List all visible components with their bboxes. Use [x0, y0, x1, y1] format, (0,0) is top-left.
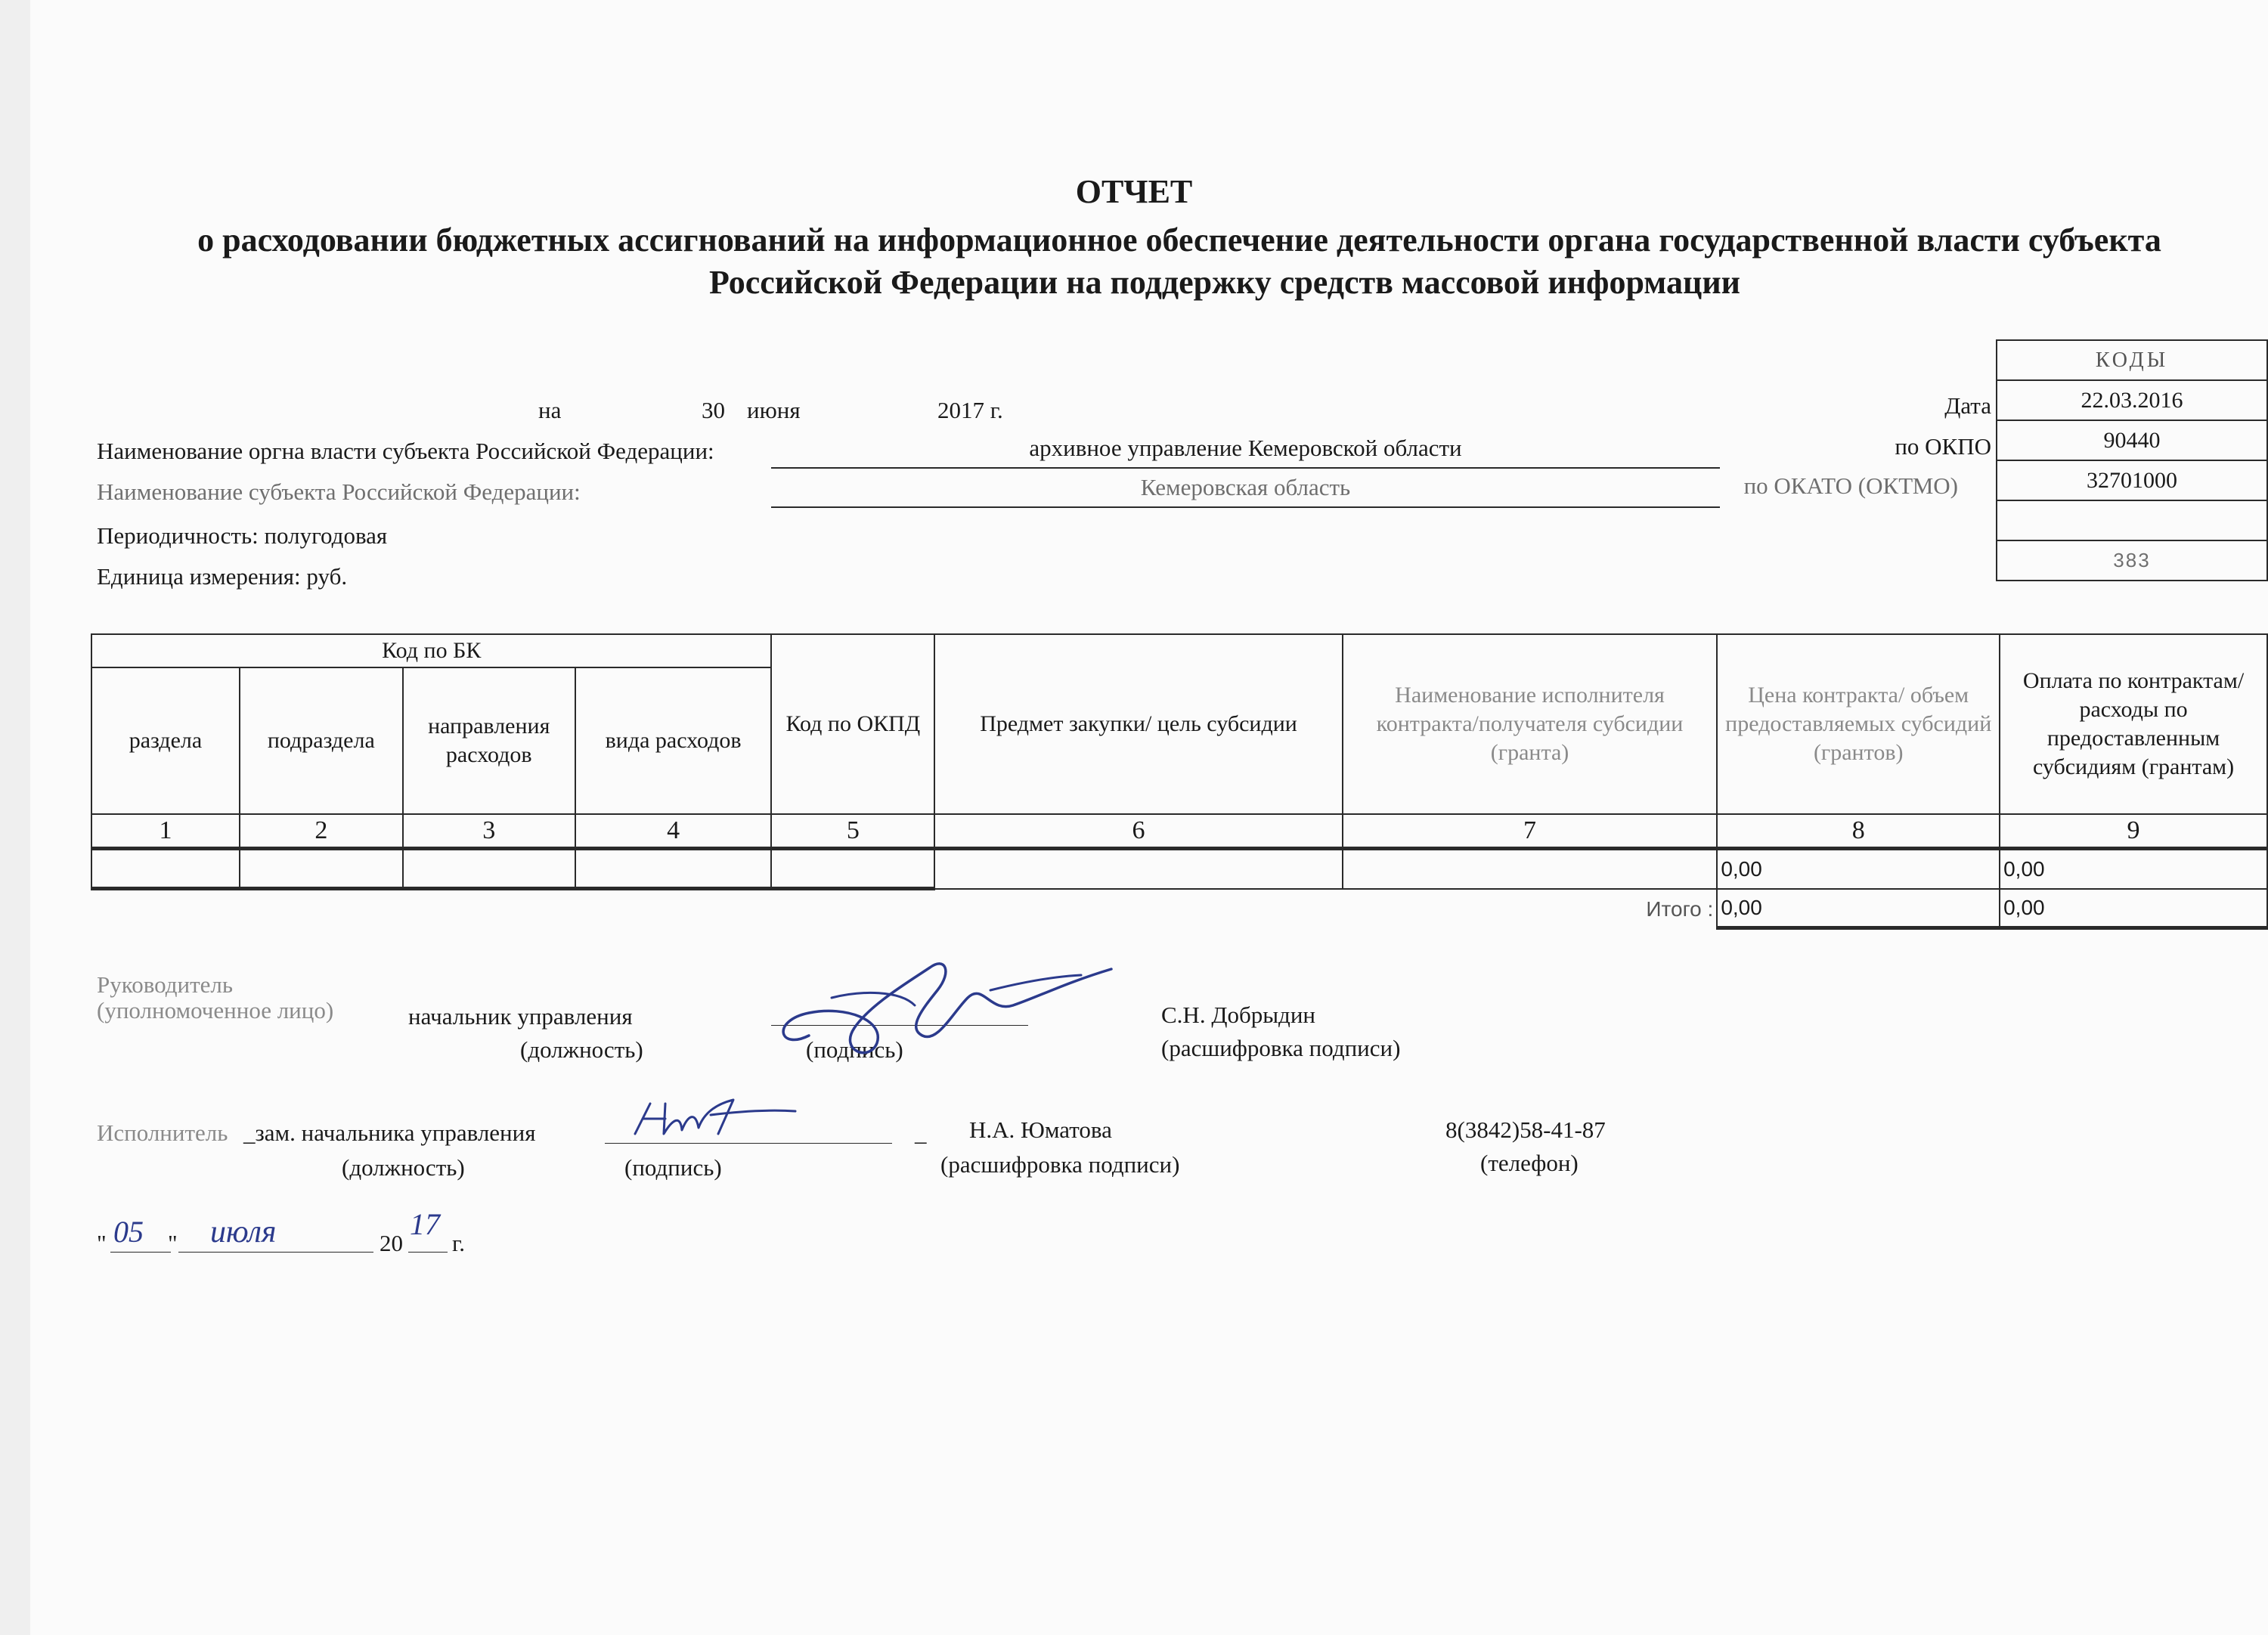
organ-underline — [771, 467, 1720, 469]
exec-signature-image — [620, 1088, 801, 1157]
unit: Единица измерения: руб. — [97, 563, 348, 590]
exec-name: Н.А. Юматова — [969, 1116, 1112, 1143]
total-row — [91, 889, 2267, 928]
head-position-caption: (должность) — [520, 1036, 643, 1063]
date-prefix: на — [538, 397, 562, 423]
date-day: 30 — [702, 397, 725, 423]
col-number-1: 1 — [91, 814, 240, 849]
code-empty — [1997, 500, 2267, 540]
cell-2 — [240, 849, 403, 889]
table-row — [91, 849, 2267, 889]
code-label-okpo: по ОКПО — [1895, 433, 1991, 460]
col-header-3: направления расходов — [403, 667, 575, 814]
codes-header: КОДЫ — [1997, 340, 2267, 380]
date-month: июня — [747, 397, 801, 423]
organ-value: архивное управление Кемеровской области — [1029, 435, 1462, 461]
exec-position-caption: (должность) — [342, 1154, 465, 1181]
col-header-2: подраздела — [240, 667, 403, 814]
code-unit: 383 — [1997, 540, 2267, 581]
codes-table — [1996, 339, 2268, 581]
sign-date-quote-close: " — [168, 1230, 178, 1256]
exec-phone-caption: (телефон) — [1480, 1150, 1579, 1176]
col-header-4: вида расходов — [575, 667, 772, 814]
organ-label: Наименование оргна власти субъекта Российской Федерации: — [97, 438, 714, 464]
head-label-2: (уполномоченное лицо) — [97, 997, 334, 1023]
total-9-value: 0,00 — [2000, 889, 2267, 928]
col-number-9: 9 — [2000, 814, 2267, 849]
subject-underline — [771, 506, 1720, 508]
sign-date-month: июля — [210, 1215, 277, 1249]
sign-date-year-line — [408, 1252, 448, 1253]
sign-date-suffix: г. — [452, 1230, 465, 1256]
exec-label: Исполнитель — [97, 1119, 228, 1146]
col-header-8: Цена контракта/ объем предоставляемых субсидий (грантов) — [1717, 634, 2000, 814]
sign-date-year-suffix: 17 — [410, 1207, 440, 1241]
cell-6 — [934, 849, 1342, 889]
cell-4 — [575, 849, 772, 889]
code-okato: 32701000 — [1997, 460, 2267, 500]
col-number-3: 3 — [403, 814, 575, 849]
cell-5 — [771, 849, 934, 889]
code-label-date: Дата — [1944, 392, 1991, 419]
cell-3 — [403, 849, 575, 889]
col-header-7: Наименование исполнителя контракта/получателя субсидии (гранта) — [1343, 634, 1718, 814]
report-subtitle-1: о расходовании бюджетных ассигнований на информационное обеспечение деятельности органа государственной власти субъекта — [197, 221, 2161, 259]
cell-9-value: 0,00 — [2000, 849, 2267, 889]
col-number-4: 4 — [575, 814, 772, 849]
exec-dash: _ — [915, 1119, 927, 1146]
exec-position: _зам. начальника управления — [243, 1119, 536, 1146]
col-number-6: 6 — [934, 814, 1342, 849]
exec-phone: 8(3842)58-41-87 — [1445, 1116, 1606, 1143]
cell-7 — [1343, 849, 1718, 889]
total-label: Итого : — [1646, 896, 1714, 921]
col-header-5: Код по ОКПД — [771, 634, 934, 814]
head-decode-caption: (расшифровка подписи) — [1161, 1035, 1401, 1061]
sign-date-day: 05 — [113, 1215, 144, 1249]
date-year: 2017 г. — [937, 397, 1003, 423]
col-number-5: 5 — [771, 814, 934, 849]
sign-date-year-prefix: 20 — [380, 1230, 403, 1256]
periodicity: Периодичность: полугодовая — [97, 522, 388, 549]
col-header-9: Оплата по контрактам/ расходы по предоставленным субсидиям (грантам) — [2000, 634, 2267, 814]
col-header-1: раздела — [91, 667, 240, 814]
exec-signature-caption: (подпись) — [624, 1154, 722, 1181]
expenditure-table — [91, 633, 2268, 930]
sign-date-quote-open: " — [97, 1230, 107, 1256]
code-date: 22.03.2016 — [1997, 380, 2267, 420]
cell-8-value: 0,00 — [1717, 849, 2000, 889]
report-subtitle-2: Российской Федерации на поддержку средств массовой информации — [708, 264, 1741, 301]
head-label-1: Руководитель — [97, 971, 234, 998]
report-title: ОТЧЕТ — [1075, 173, 1193, 210]
code-okpo: 90440 — [1997, 420, 2267, 460]
cell-1 — [91, 849, 240, 889]
head-name: С.Н. Добрыдин — [1161, 1002, 1316, 1028]
sign-date-month-line — [178, 1252, 373, 1253]
col-number-7: 7 — [1343, 814, 1718, 849]
exec-decode-caption: (расшифровка подписи) — [940, 1151, 1180, 1178]
group-header-bk: Код по БК — [91, 634, 771, 667]
subject-label: Наименование субъекта Российской Федерации: — [97, 478, 581, 505]
subject-value: Кемеровская область — [1140, 474, 1351, 500]
col-number-8: 8 — [1717, 814, 2000, 849]
col-header-6: Предмет закупки/ цель субсидии — [934, 634, 1342, 814]
head-signature-image — [764, 937, 1126, 1073]
head-signature-caption: (подпись) — [806, 1036, 903, 1063]
total-8-value: 0,00 — [1717, 889, 2000, 928]
col-number-2: 2 — [240, 814, 403, 849]
code-label-okato: по ОКАТО (ОКТМО) — [1743, 472, 1958, 499]
sign-date-day-line — [110, 1252, 171, 1253]
head-position: начальник управления — [408, 1003, 633, 1030]
